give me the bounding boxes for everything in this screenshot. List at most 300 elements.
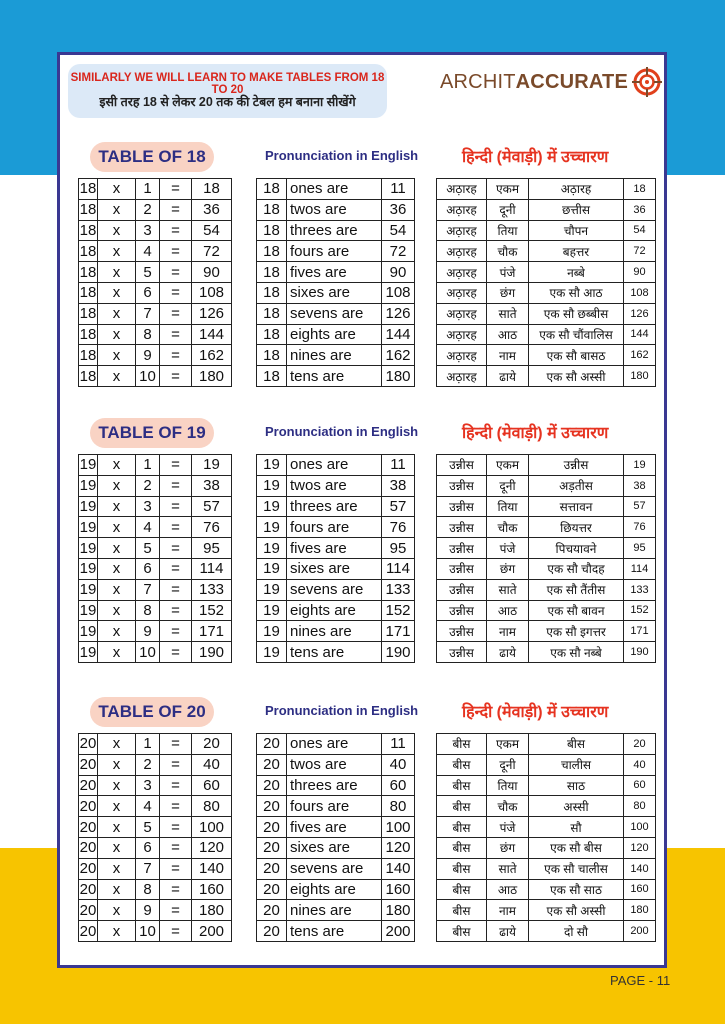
times-sign-cell: x: [98, 220, 136, 241]
equals-sign-cell: =: [160, 558, 192, 579]
value-cell: 11: [382, 734, 415, 755]
table-row: [79, 600, 232, 621]
hindi-number-cell: उन्नीस: [437, 455, 487, 476]
product-number-cell: 19: [624, 455, 656, 476]
table-row: [257, 900, 415, 921]
equals-sign-cell: =: [160, 600, 192, 621]
table-title: TABLE OF 20: [90, 697, 214, 727]
product-cell: 114: [192, 558, 232, 579]
table-row: [437, 600, 656, 621]
product-cell: 144: [192, 324, 232, 345]
value-cell: 76: [382, 517, 415, 538]
words-cell: sixes are: [287, 282, 382, 303]
equals-sign-cell: =: [160, 475, 192, 496]
product-cell: 100: [192, 817, 232, 838]
table-row: [437, 621, 656, 642]
table-row: [257, 538, 415, 559]
hindi-number-cell: अठ़ारह: [437, 282, 487, 303]
table-row: [79, 775, 232, 796]
table-row: [79, 303, 232, 324]
multiplicand-cell: 19: [79, 622, 97, 640]
times-sign-cell: x: [98, 900, 136, 921]
table-row: [257, 817, 415, 838]
product-cell: 152: [192, 600, 232, 621]
words-cell: sixes are: [287, 558, 382, 579]
table-row: [437, 220, 656, 241]
product-cell: 57: [192, 496, 232, 517]
table-row: [79, 241, 232, 262]
table-row: [79, 837, 232, 858]
table-row: [79, 282, 232, 303]
hindi-number-cell: बीस: [437, 796, 487, 817]
table-row: [257, 837, 415, 858]
hindi-number-cell: बीस: [437, 858, 487, 879]
multiplicand-cell: 18: [79, 263, 97, 281]
equals-sign-cell: =: [160, 796, 192, 817]
equals-sign-cell: =: [160, 179, 192, 200]
words-cell: sevens are: [287, 579, 382, 600]
table-section: [0, 142, 725, 402]
product-cell: 171: [192, 621, 232, 642]
brand-part-2: ACCURATE: [515, 70, 628, 93]
times-sign-cell: x: [98, 837, 136, 858]
times-sign-cell: x: [98, 324, 136, 345]
times-sign-cell: x: [98, 517, 136, 538]
hindi-number-cell: अठ़ारह: [437, 303, 487, 324]
product-number-cell: 80: [624, 796, 656, 817]
number-cell: 19: [257, 621, 287, 642]
table-row: [79, 455, 232, 476]
table-row: [257, 558, 415, 579]
multiplicand-cell: 20: [79, 818, 97, 836]
times-sign-cell: x: [98, 366, 136, 387]
table-title: TABLE OF 19: [90, 418, 214, 448]
number-cell: 19: [257, 579, 287, 600]
multiplier-cell: 1: [136, 179, 160, 200]
table-row: [79, 324, 232, 345]
value-cell: 144: [382, 324, 415, 345]
words-cell: tens are: [287, 366, 382, 387]
multiplicand-cell: 20: [79, 922, 97, 940]
table-row: [79, 900, 232, 921]
product-number-cell: 76: [624, 517, 656, 538]
words-cell: threes are: [287, 775, 382, 796]
multiplicand-cell: 19: [79, 601, 97, 619]
words-cell: fives are: [287, 538, 382, 559]
words-cell: fours are: [287, 517, 382, 538]
multiplicand-cell: 20: [79, 839, 97, 857]
hindi-multiplier-cell: साते: [487, 303, 529, 324]
equals-sign-cell: =: [160, 837, 192, 858]
table-row: [257, 262, 415, 283]
hindi-product-cell: नब्बे: [529, 262, 624, 283]
multiplicand-cell: 18: [79, 305, 97, 323]
table-row: [437, 262, 656, 283]
product-number-cell: 171: [624, 621, 656, 642]
product-number-cell: 140: [624, 858, 656, 879]
hindi-number-cell: बीस: [437, 754, 487, 775]
hindi-multiplier-cell: तिया: [487, 220, 529, 241]
table-row: [79, 879, 232, 900]
number-cell: 18: [257, 262, 287, 283]
table-row: [437, 754, 656, 775]
hindi-product-cell: एक सौ अस्सी: [529, 366, 624, 387]
product-number-cell: 90: [624, 262, 656, 283]
table-row: [437, 366, 656, 387]
hindi-number-cell: उन्नीस: [437, 496, 487, 517]
hindi-product-cell: एक सौ चौदह: [529, 558, 624, 579]
hindi-number-cell: अठ़ारह: [437, 366, 487, 387]
value-cell: 36: [382, 199, 415, 220]
table-row: [437, 324, 656, 345]
table-row: [437, 517, 656, 538]
hindi-product-cell: एक सौ आठ: [529, 282, 624, 303]
words-cell: eights are: [287, 600, 382, 621]
table-row: [437, 579, 656, 600]
hindi-multiplier-cell: एकम: [487, 179, 529, 200]
value-cell: 11: [382, 179, 415, 200]
product-cell: 190: [192, 642, 232, 663]
hindi-product-cell: चौपन: [529, 220, 624, 241]
product-number-cell: 54: [624, 220, 656, 241]
table-row: [79, 754, 232, 775]
number-cell: 19: [257, 642, 287, 663]
number-cell: 18: [257, 179, 287, 200]
multiplicand-cell: 19: [79, 539, 97, 557]
table-row: [437, 558, 656, 579]
equals-sign-cell: =: [160, 900, 192, 921]
pronunciation-heading: Pronunciation in English: [265, 424, 419, 439]
number-cell: 19: [257, 455, 287, 476]
number-cell: 18: [257, 220, 287, 241]
equals-sign-cell: =: [160, 324, 192, 345]
product-cell: 38: [192, 475, 232, 496]
table-row: [79, 796, 232, 817]
product-number-cell: 60: [624, 775, 656, 796]
equals-sign-cell: =: [160, 734, 192, 755]
hindi-product-cell: उन्नीस: [529, 455, 624, 476]
product-number-cell: 108: [624, 282, 656, 303]
times-sign-cell: x: [98, 345, 136, 366]
words-cell: nines are: [287, 345, 382, 366]
hindi-multiplier-cell: साते: [487, 579, 529, 600]
times-sign-cell: x: [98, 303, 136, 324]
number-cell: 20: [257, 837, 287, 858]
hindi-number-cell: बीस: [437, 879, 487, 900]
table-row: [257, 199, 415, 220]
multiplier-cell: 2: [136, 199, 160, 220]
multiplier-cell: 7: [136, 858, 160, 879]
product-cell: 162: [192, 345, 232, 366]
multiplicand-cell: 18: [79, 346, 97, 364]
product-cell: 133: [192, 579, 232, 600]
number-cell: 18: [257, 345, 287, 366]
times-sign-cell: x: [98, 538, 136, 559]
equals-sign-cell: =: [160, 858, 192, 879]
value-cell: 162: [382, 345, 415, 366]
product-number-cell: 162: [624, 345, 656, 366]
times-sign-cell: x: [98, 496, 136, 517]
number-cell: 20: [257, 858, 287, 879]
equals-sign-cell: =: [160, 817, 192, 838]
product-number-cell: 40: [624, 754, 656, 775]
product-number-cell: 190: [624, 642, 656, 663]
table-row: [437, 475, 656, 496]
table-row: [437, 303, 656, 324]
multiplier-cell: 8: [136, 879, 160, 900]
hindi-table: [436, 178, 656, 387]
hindi-heading: हिन्दी (मेवाड़ी) में उच्चारण: [462, 425, 609, 442]
words-cell: nines are: [287, 900, 382, 921]
multiplicand-cell: 19: [79, 456, 97, 474]
words-cell: eights are: [287, 879, 382, 900]
times-sign-cell: x: [98, 600, 136, 621]
hindi-product-cell: एक सौ बावन: [529, 600, 624, 621]
table-row: [437, 179, 656, 200]
multiplier-cell: 10: [136, 921, 160, 942]
table-row: [437, 817, 656, 838]
hindi-product-cell: सत्तावन: [529, 496, 624, 517]
hindi-multiplier-cell: पंजे: [487, 817, 529, 838]
times-sign-cell: x: [98, 455, 136, 476]
value-cell: 114: [382, 558, 415, 579]
product-number-cell: 114: [624, 558, 656, 579]
table-row: [257, 775, 415, 796]
product-cell: 120: [192, 837, 232, 858]
multiplier-cell: 10: [136, 642, 160, 663]
table-title: TABLE OF 18: [90, 142, 214, 172]
times-sign-cell: x: [98, 179, 136, 200]
table-row: [257, 475, 415, 496]
table-row: [437, 837, 656, 858]
times-sign-cell: x: [98, 796, 136, 817]
hindi-number-cell: उन्नीस: [437, 517, 487, 538]
words-cell: twos are: [287, 475, 382, 496]
multiplicand-cell: 19: [79, 477, 97, 495]
multiplicand-cell: 18: [79, 242, 97, 260]
equals-sign-cell: =: [160, 241, 192, 262]
hindi-number-cell: बीस: [437, 775, 487, 796]
multiplier-cell: 5: [136, 538, 160, 559]
table-row: [257, 179, 415, 200]
times-sign-cell: x: [98, 734, 136, 755]
table-row: [79, 496, 232, 517]
multiplier-cell: 3: [136, 775, 160, 796]
equals-sign-cell: =: [160, 455, 192, 476]
multiplicand-cell: 20: [79, 880, 97, 898]
words-cell: ones are: [287, 455, 382, 476]
equals-sign-cell: =: [160, 262, 192, 283]
product-cell: 76: [192, 517, 232, 538]
hindi-multiplier-cell: आठ: [487, 600, 529, 621]
product-number-cell: 144: [624, 324, 656, 345]
hindi-multiplier-cell: एकम: [487, 734, 529, 755]
multiplicand-cell: 19: [79, 581, 97, 599]
product-number-cell: 38: [624, 475, 656, 496]
table-row: [437, 879, 656, 900]
hindi-multiplier-cell: नाम: [487, 900, 529, 921]
page-number: PAGE - 11: [610, 973, 671, 988]
multiplicand-cell: 18: [79, 180, 97, 198]
hindi-number-cell: बीस: [437, 921, 487, 942]
product-cell: 90: [192, 262, 232, 283]
brand-part-1: ARCHIT: [440, 70, 516, 93]
value-cell: 133: [382, 579, 415, 600]
table-row: [79, 538, 232, 559]
hindi-multiplier-cell: छंग: [487, 837, 529, 858]
times-sign-cell: x: [98, 558, 136, 579]
times-sign-cell: x: [98, 921, 136, 942]
pronunciation-heading: Pronunciation in English: [265, 148, 419, 163]
table-row: [79, 220, 232, 241]
multiplier-cell: 4: [136, 796, 160, 817]
multiplier-cell: 3: [136, 220, 160, 241]
equals-sign-cell: =: [160, 579, 192, 600]
words-cell: sixes are: [287, 837, 382, 858]
product-number-cell: 200: [624, 921, 656, 942]
multiplicand-cell: 18: [79, 284, 97, 302]
hindi-heading: हिन्दी (मेवाड़ी) में उच्चारण: [462, 149, 609, 166]
hindi-number-cell: अठ़ारह: [437, 220, 487, 241]
value-cell: 160: [382, 879, 415, 900]
multiplicand-cell: 20: [79, 735, 97, 753]
pronunciation-table: [256, 733, 415, 942]
value-cell: 126: [382, 303, 415, 324]
words-cell: fours are: [287, 241, 382, 262]
table-row: [437, 642, 656, 663]
words-cell: fours are: [287, 796, 382, 817]
hindi-product-cell: एक सौ चालीस: [529, 858, 624, 879]
product-number-cell: 160: [624, 879, 656, 900]
pronunciation-table: [256, 454, 415, 663]
number-cell: 19: [257, 517, 287, 538]
multiplicand-cell: 20: [79, 797, 97, 815]
hindi-number-cell: अठ़ारह: [437, 199, 487, 220]
multiplication-table: [78, 454, 232, 663]
table-row: [257, 303, 415, 324]
times-sign-cell: x: [98, 879, 136, 900]
table-row: [257, 345, 415, 366]
number-cell: 18: [257, 282, 287, 303]
table-row: [79, 199, 232, 220]
value-cell: 171: [382, 621, 415, 642]
product-number-cell: 180: [624, 900, 656, 921]
hindi-multiplier-cell: दूनी: [487, 475, 529, 496]
table-row: [257, 496, 415, 517]
product-number-cell: 152: [624, 600, 656, 621]
times-sign-cell: x: [98, 199, 136, 220]
brand-logo: [440, 68, 663, 96]
multiplier-cell: 2: [136, 754, 160, 775]
hindi-product-cell: छत्तीस: [529, 199, 624, 220]
value-cell: 80: [382, 796, 415, 817]
hindi-number-cell: अठ़ारह: [437, 241, 487, 262]
multiplier-cell: 7: [136, 303, 160, 324]
product-number-cell: 120: [624, 837, 656, 858]
hindi-product-cell: एक सौ चौंवालिस: [529, 324, 624, 345]
hindi-multiplier-cell: नाम: [487, 621, 529, 642]
number-cell: 20: [257, 817, 287, 838]
number-cell: 19: [257, 538, 287, 559]
product-cell: 54: [192, 220, 232, 241]
hindi-product-cell: बहत्तर: [529, 241, 624, 262]
table-row: [437, 775, 656, 796]
hindi-product-cell: एक सौ छब्बीस: [529, 303, 624, 324]
hindi-table: [436, 454, 656, 663]
product-cell: 19: [192, 455, 232, 476]
hindi-number-cell: अठ़ारह: [437, 179, 487, 200]
hindi-number-cell: उन्नीस: [437, 600, 487, 621]
value-cell: 190: [382, 642, 415, 663]
number-cell: 20: [257, 734, 287, 755]
product-number-cell: 18: [624, 179, 656, 200]
multiplier-cell: 5: [136, 817, 160, 838]
number-cell: 18: [257, 199, 287, 220]
table-row: [257, 858, 415, 879]
multiplier-cell: 4: [136, 517, 160, 538]
table-row: [257, 324, 415, 345]
number-cell: 19: [257, 558, 287, 579]
table-row: [257, 879, 415, 900]
table-row: [79, 262, 232, 283]
words-cell: threes are: [287, 220, 382, 241]
table-row: [79, 517, 232, 538]
table-section: [0, 418, 725, 678]
hindi-multiplier-cell: आठ: [487, 879, 529, 900]
number-cell: 20: [257, 775, 287, 796]
equals-sign-cell: =: [160, 538, 192, 559]
multiplicand-cell: 19: [79, 518, 97, 536]
hindi-multiplier-cell: छंग: [487, 282, 529, 303]
multiplier-cell: 8: [136, 600, 160, 621]
equals-sign-cell: =: [160, 199, 192, 220]
times-sign-cell: x: [98, 642, 136, 663]
product-cell: 95: [192, 538, 232, 559]
table-row: [79, 179, 232, 200]
equals-sign-cell: =: [160, 921, 192, 942]
hindi-product-cell: एक सौ तैंतीस: [529, 579, 624, 600]
words-cell: nines are: [287, 621, 382, 642]
hindi-number-cell: उन्नीस: [437, 558, 487, 579]
product-number-cell: 126: [624, 303, 656, 324]
times-sign-cell: x: [98, 262, 136, 283]
hindi-product-cell: एक सौ बासठ: [529, 345, 624, 366]
product-cell: 108: [192, 282, 232, 303]
times-sign-cell: x: [98, 754, 136, 775]
hindi-heading: हिन्दी (मेवाड़ी) में उच्चारण: [462, 704, 609, 721]
words-cell: sevens are: [287, 303, 382, 324]
product-number-cell: 100: [624, 817, 656, 838]
table-section: [0, 697, 725, 957]
equals-sign-cell: =: [160, 303, 192, 324]
pronunciation-heading: Pronunciation in English: [265, 703, 419, 718]
table-row: [257, 517, 415, 538]
number-cell: 18: [257, 241, 287, 262]
hindi-number-cell: उन्नीस: [437, 642, 487, 663]
hindi-product-cell: अस्सी: [529, 796, 624, 817]
equals-sign-cell: =: [160, 282, 192, 303]
hindi-number-cell: अठ़ारह: [437, 345, 487, 366]
table-row: [257, 796, 415, 817]
hindi-multiplier-cell: साते: [487, 858, 529, 879]
multiplier-cell: 1: [136, 734, 160, 755]
hindi-multiplier-cell: नाम: [487, 345, 529, 366]
product-cell: 126: [192, 303, 232, 324]
multiplier-cell: 4: [136, 241, 160, 262]
hindi-multiplier-cell: ढाये: [487, 366, 529, 387]
number-cell: 19: [257, 475, 287, 496]
multiplicand-cell: 20: [79, 776, 97, 794]
